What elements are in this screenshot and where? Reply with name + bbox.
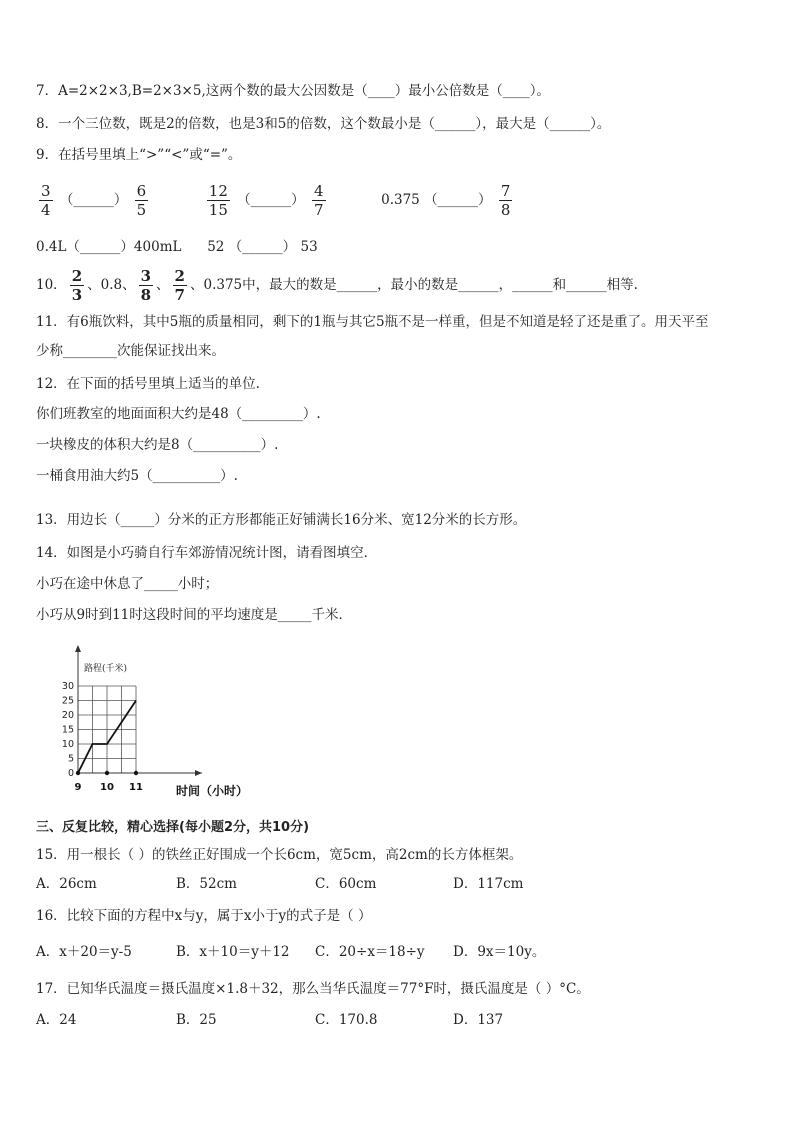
question-9: 9．在括号里填上“>”“<”或“=”。 <box>36 147 242 163</box>
question-13: 13．用边长（_____）分米的正方形都能正好铺满长16分米、宽12分米的长方形。 <box>36 512 527 528</box>
text: 、 <box>156 277 170 293</box>
y-tick-label: 15 <box>61 724 74 736</box>
question-14-a: 小巧在途中休息了_____小时； <box>36 576 219 592</box>
x-tick-label: 10 <box>100 782 114 793</box>
q17-option-b[interactable]: B．25 <box>176 1012 217 1028</box>
y-tick-label: 5 <box>67 753 74 765</box>
fraction: $\frac{2}{7}$ <box>174 267 185 304</box>
q16-option-c[interactable]: C．20÷x＝18÷y <box>315 944 425 960</box>
question-12: 12．在下面的括号里填上适当的单位. <box>36 376 260 392</box>
travel-distance-chart <box>34 643 274 803</box>
fraction: $\frac{4}{7}$ <box>313 182 324 219</box>
fraction: $\frac{3}{8}$ <box>140 267 152 304</box>
q16-option-b[interactable]: B．x＋10＝y＋12 <box>176 944 290 960</box>
question-12-a: 你们班教室的地面面积大约是48（_________）. <box>36 406 321 422</box>
question-8: 8．一个三位数，既是2的倍数，也是3和5的倍数，这个数最小是（______），最大是（______）。 <box>36 116 611 132</box>
question-11-line-1: 11．有6瓶饮料，其中5瓶的质量相同，剩下的1瓶与其它5瓶不是一样重，但是不知道是轻了还是重了。用天平至 <box>36 314 709 330</box>
question-10 <box>36 265 638 305</box>
question-7: 7．A=2×2×3,B=2×3×5,这两个数的最大公因数是（____）最小公倍数是（____）。 <box>36 83 550 99</box>
fraction: $\frac{3}{4}$ <box>41 182 51 219</box>
q15-option-a[interactable]: A．26cm <box>36 876 97 892</box>
q16-option-d[interactable]: D．9x＝10y。 <box>453 944 546 960</box>
fraction: $\frac{12}{15}$ <box>208 182 228 219</box>
x-tick-dot <box>134 771 138 775</box>
fraction: $\frac{6}{5}$ <box>136 182 147 219</box>
answer-blank: （______） <box>424 192 492 208</box>
q17-option-d[interactable]: D．137 <box>453 1012 504 1028</box>
question-17: 17．已知华氏温度＝摄氏温度×1.8＋32，那么当华氏温度＝77°F时，摄氏温度是（ ）°C。 <box>36 981 590 997</box>
fraction: $\frac{2}{3}$ <box>71 267 83 304</box>
x-axis-arrow <box>195 770 202 776</box>
y-axis-arrow <box>75 645 81 652</box>
y-tick-label: 25 <box>61 695 74 707</box>
q15-option-b[interactable]: B．52cm <box>176 876 237 892</box>
q16-option-a[interactable]: A．x＋20＝y-5 <box>36 944 132 960</box>
text: 、0.8、 <box>87 277 136 293</box>
q15-option-d[interactable]: D．117cm <box>453 876 524 892</box>
section-3-heading: 三、反复比较，精心选择(每小题2分，共10分) <box>36 820 310 835</box>
question-15: 15．用一根长（ ）的铁丝正好围成一个长6cm，宽5cm，高2cm的长方体框架。 <box>36 847 523 863</box>
text: 、0.375中，最大的数是______，最小的数是______，______和______相等. <box>189 277 638 293</box>
y-tick-label: 10 <box>61 739 74 750</box>
y-axis-label: 路程(千米) <box>84 664 128 674</box>
q17-option-c[interactable]: C．170.8 <box>315 1012 378 1028</box>
answer-blank: （______） <box>237 192 305 208</box>
question-12-b: 一块橡皮的体积大约是8（__________）. <box>36 437 279 453</box>
question-9-row-1 <box>36 180 515 220</box>
fraction: $\frac{7}{8}$ <box>500 182 511 219</box>
x-tick-label: 9 <box>74 782 82 793</box>
q15-option-c[interactable]: C．60cm <box>315 876 377 892</box>
decimal-value: 0.375 <box>381 192 420 208</box>
y-tick-label: 30 <box>61 681 74 692</box>
y-tick-label: 20 <box>61 710 74 721</box>
x-axis-label: 时间（小时） <box>176 784 249 798</box>
question-14: 14．如图是小巧骑自行车郊游情况统计图，请看图填空． <box>36 545 378 561</box>
question-12-c: 一桶食用油大约5（__________）. <box>36 468 238 484</box>
question-9-row-2: 0.4L（______）400mL 52 （______） 53 <box>36 239 318 255</box>
x-tick-label: 11 <box>129 782 143 793</box>
question-16: 16．比较下面的方程中x与y，属于x小于y的式子是（ ） <box>36 908 372 924</box>
question-14-b: 小巧从9时到11时这段时间的平均速度是_____千米． <box>36 607 353 623</box>
question-number: 10． <box>36 277 67 293</box>
answer-blank: （______） <box>59 192 128 208</box>
question-11-line-2: 少称________次能保证找出来。 <box>36 343 225 359</box>
y-tick-label: 0 <box>67 768 74 779</box>
x-tick-dot <box>105 771 109 775</box>
q17-option-a[interactable]: A．24 <box>36 1012 77 1028</box>
